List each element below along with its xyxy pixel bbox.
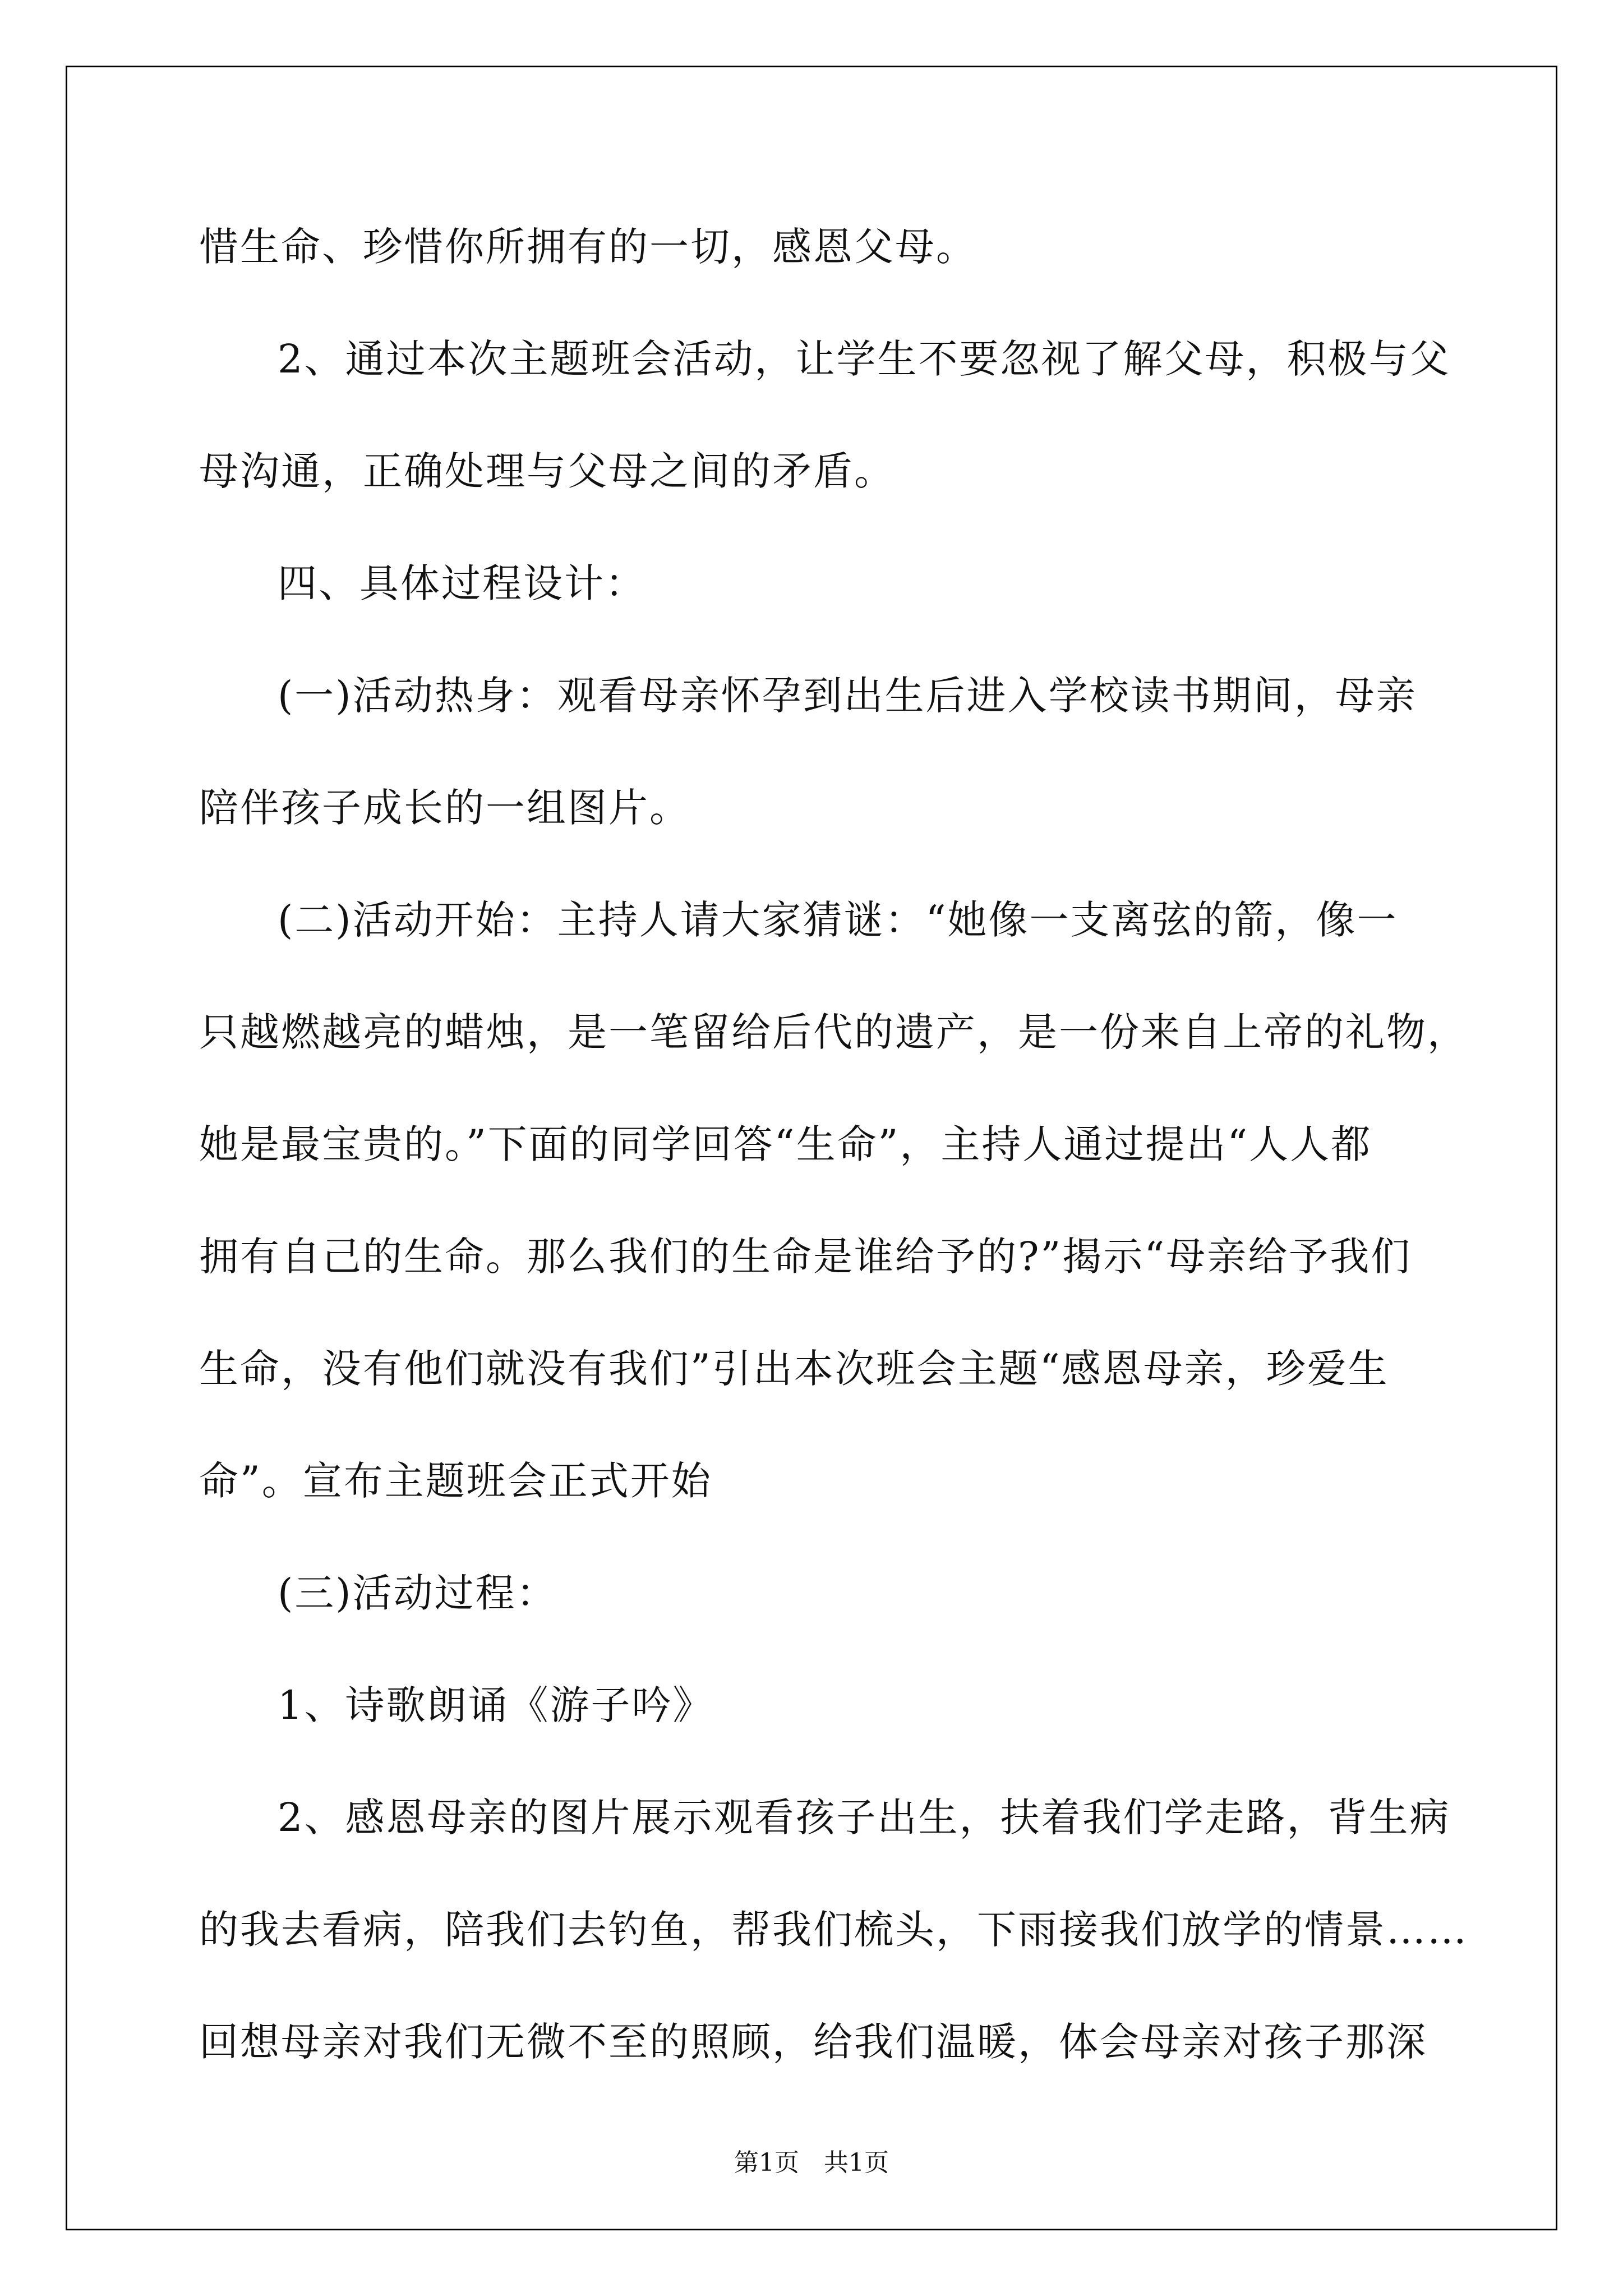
page-number: 第1页 [734, 2148, 799, 2177]
section-heading: 四、具体过程设计： [278, 560, 646, 606]
text-line: 回想母亲对我们无微不至的照顾，给我们温暖，体会母亲对孩子那深 [199, 2019, 1427, 2065]
text-line: 2、通过本次主题班会活动，让学生不要忽视了解父母，积极与父 [278, 336, 1451, 382]
text-line: (二)活动开始：主持人请大家猜谜：“她像一支离弦的箭，像一 [278, 897, 1398, 943]
page-total: 共1页 [824, 2148, 889, 2177]
text-line: 她是最宝贵的。”下面的同学回答“生命”，主持人通过提出“人人都 [199, 1121, 1372, 1167]
text-line: 惜生命、珍惜你所拥有的一切，感恩父母。 [199, 224, 977, 270]
text-line: 拥有自己的生命。那么我们的生命是谁给予的?”揭示“母亲给予我们 [199, 1234, 1412, 1280]
text-line: 母沟通，正确处理与父母之间的矛盾。 [199, 448, 895, 494]
section-heading: (三)活动过程： [278, 1570, 557, 1616]
text-line: 2、感恩母亲的图片展示观看孩子出生，扶着我们学走路，背生病 [278, 1795, 1451, 1841]
text-line: 1、诗歌朗诵《游子吟》 [278, 1682, 714, 1728]
text-line: 生命，没有他们就没有我们”引出本次班会主题“感恩母亲，珍爱生 [199, 1346, 1389, 1392]
text-line: 只越燃越亮的蜡烛，是一笔留给后代的遗产，是一份来自上帝的礼物， [199, 1009, 1468, 1055]
text-line: 命”。宣布主题班会正式开始 [199, 1458, 712, 1504]
text-line: (一)活动热身：观看母亲怀孕到出生后进入学校读书期间，母亲 [278, 673, 1417, 719]
page-footer [0, 2146, 1623, 2180]
text-line: 的我去看病，陪我们去钓鱼，帮我们梳头，下雨接我们放学的情景…… [199, 1907, 1468, 1953]
text-line: 陪伴孩子成长的一组图片。 [199, 785, 690, 831]
